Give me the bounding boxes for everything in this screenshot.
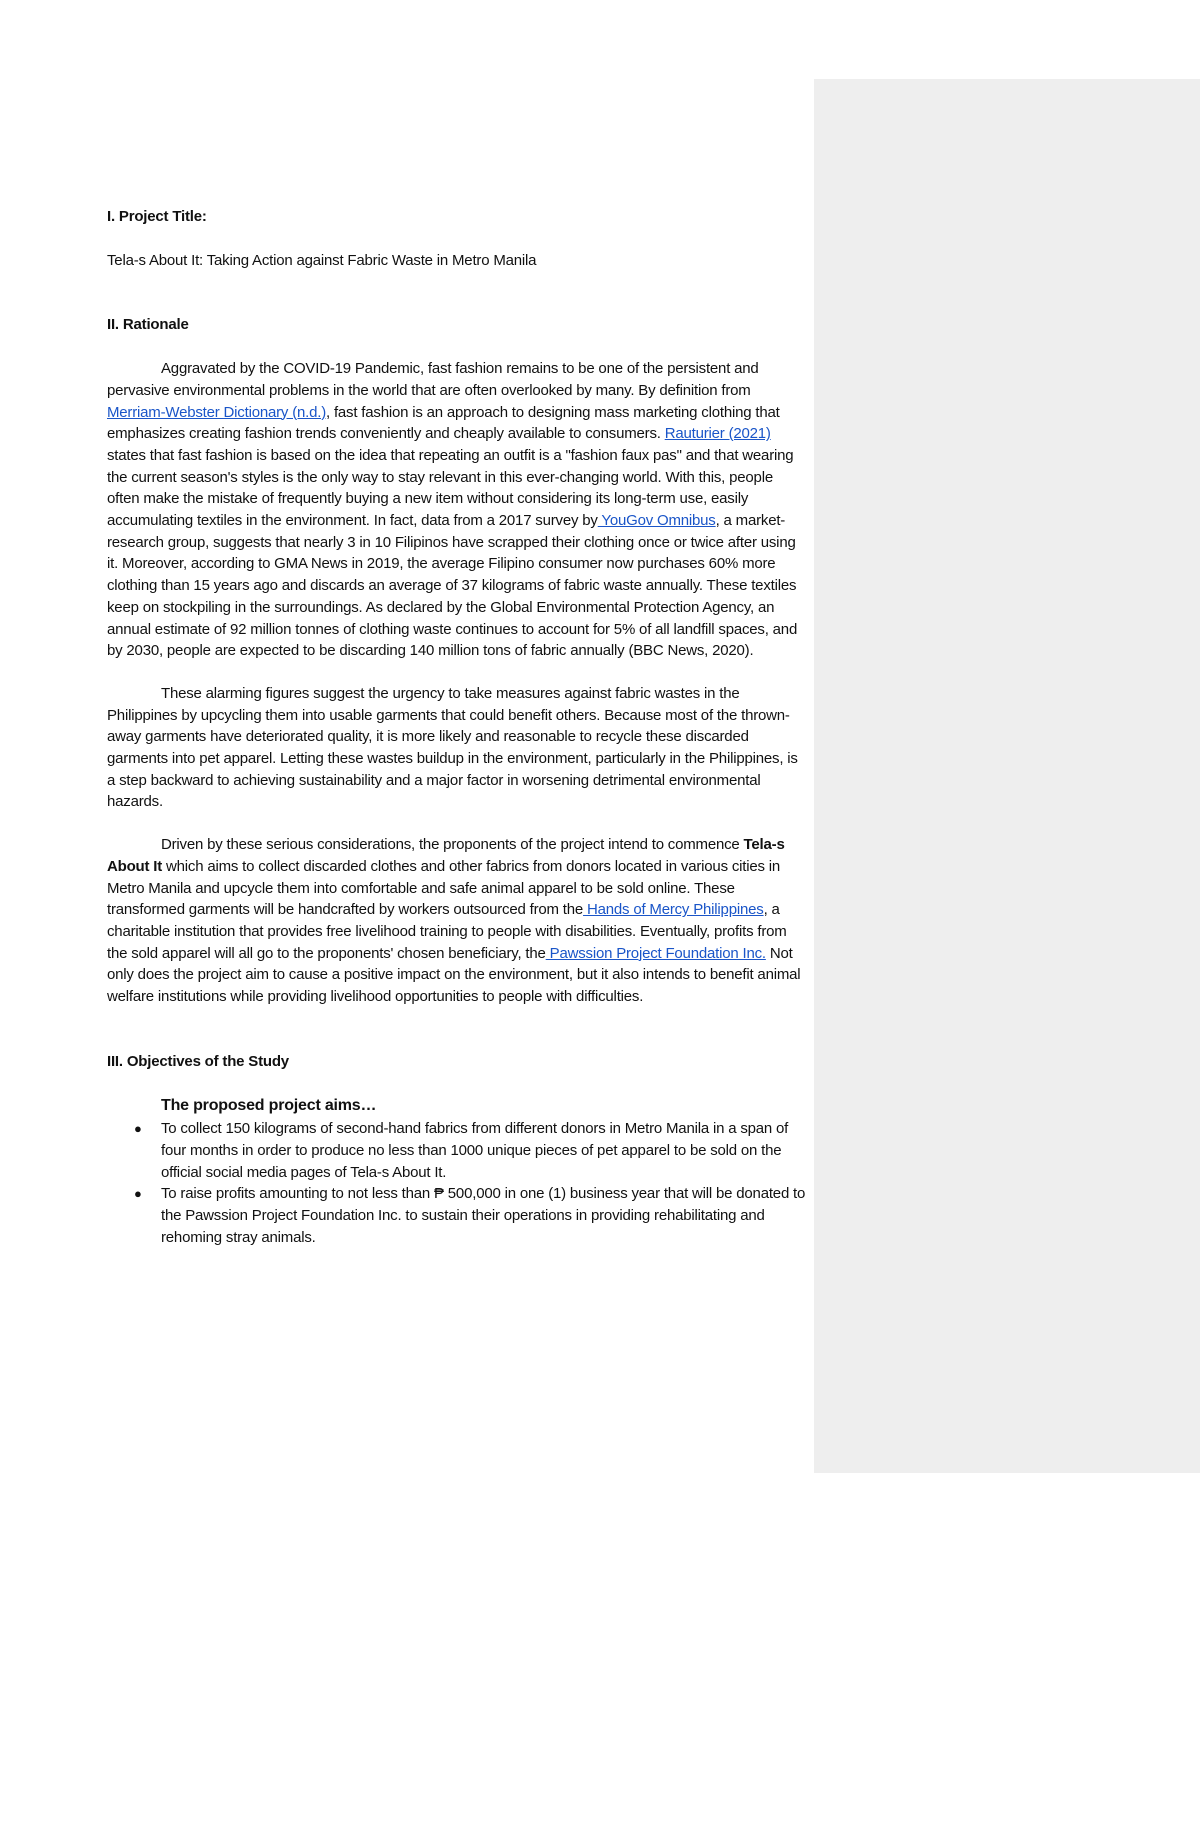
rationale-heading: II. Rationale [107,316,189,334]
document-body [107,206,807,1248]
objectives-heading: III. Objectives of the Study [107,1052,289,1070]
objective-text: To raise profits amounting to not less than ₱ 500,000 in one (1) business year that will be donated to the Pawssion Project Foundation Inc. to sustain their operations in providing rehabilitating and rehoming stray animals. [161,1185,806,1246]
rationale-p3-text-2: which aims to collect discarded clothes and other fabrics from donors located in various cities in Metro Manila and upcycle them into comfortable and safe animal apparel to be sold online. These transformed garments will be handcrafted by workers outsourced from the [107,857,781,919]
bullet-icon: ● [134,1121,142,1137]
comment-margin-pane [814,79,1200,1473]
list-item [134,1118,807,1183]
objectives-list [107,1118,807,1248]
rationale-paragraph-2: These alarming figures suggest the urgency to take measures against fabric wastes in the Philippines by upcycling them into usable garments that could benefit others. Because most of the thrown-away garments have deteriorated quality, it is more likely and reasonable to recycle these discarded garments into pet apparel. Letting these wastes buildup in the environment, particularly in the Philippines, is a step backward to achieving sustainability and a major factor in worsening detrimental environmental hazards. [107,684,798,811]
rationale-paragraph-1 [107,358,807,662]
merriam-webster-link[interactable]: Merriam-Webster Dictionary (n.d.) [107,403,327,421]
pawssion-project-link[interactable]: Pawssion Project Foundation Inc. [545,944,766,962]
rationale-p1-text-3: states that fast fashion is based on the idea that repeating an outfit is a "fashion faux pas" and that wearing the current season's styles is the only way to stay relevant in this ever-changing world. With this, people often make the mistake of frequently buying a new item without considering its long-term use, easily accumulating textiles in the environment. In fact, data from a 2017 survey by [107,446,794,530]
rationale-p3-text-4: Not only does the project aim to cause a positive impact on the environment, but it also intends to benefit animal welfare institutions while providing livelihood opportunities to people with difficulties. [107,944,801,1006]
rationale-p1-text-2: , fast fashion is an approach to designing mass marketing clothing that emphasizes creating fashion trends conveniently and cheaply available to consumers. [107,403,780,443]
hands-of-mercy-link[interactable]: Hands of Mercy Philippines [583,901,764,919]
project-name-bold: Tela-s About It [107,836,785,875]
project-title-text: Tela-s About It: Taking Action against Fabric Waste in Metro Manila [107,251,537,269]
rauturier-link[interactable]: Rauturier (2021) [664,425,771,443]
list-item [134,1183,807,1248]
rationale-p3-text-1: Driven by these serious considerations, the proponents of the project intend to commence [161,836,744,854]
yougov-omnibus-link[interactable]: YouGov Omnibus [597,512,716,530]
bullet-icon: ● [134,1186,142,1202]
rationale-p1-text-1: Aggravated by the COVID-19 Pandemic, fast fashion remains to be one of the persistent and pervasive environmental problems in the world that are often overlooked by many. By definition from [107,360,759,399]
objective-text: To collect 150 kilograms of second-hand fabrics from different donors in Metro Manila in a span of four months in order to produce no less than 1000 unique pieces of pet apparel to be sold on the official social media pages of Tela-s About It. [161,1120,789,1181]
project-title-heading: I. Project Title: [107,208,207,225]
rationale-p3-text-3: , a charitable institution that provides free livelihood training to people with disabilities. Eventually, profits from the sold apparel will all go to the proponents' chosen beneficiary, the [107,901,787,962]
rationale-p1-text-4: , a market-research group, suggests that nearly 3 in 10 Filipinos have scrapped their clothing once or twice after using it. Moreover, according to GMA News in 2019, the average Filipino consumer now purchases 60% more clothing than 15 years ago and discards an average of 37 kilograms of fabric waste annually. These textiles keep on stockpiling in the surroundings. As declared by the Global Environmental Protection Agency, an annual estimate of 92 million tonnes of clothing waste continues to account for 5% of all landfill spaces, and by 2030, people are expected to be discarding 140 million tons of fabric annually (BBC News, 2020). [107,512,798,660]
objectives-subheading: The proposed project aims… [161,1096,377,1114]
rationale-paragraph-3 [107,834,807,1008]
